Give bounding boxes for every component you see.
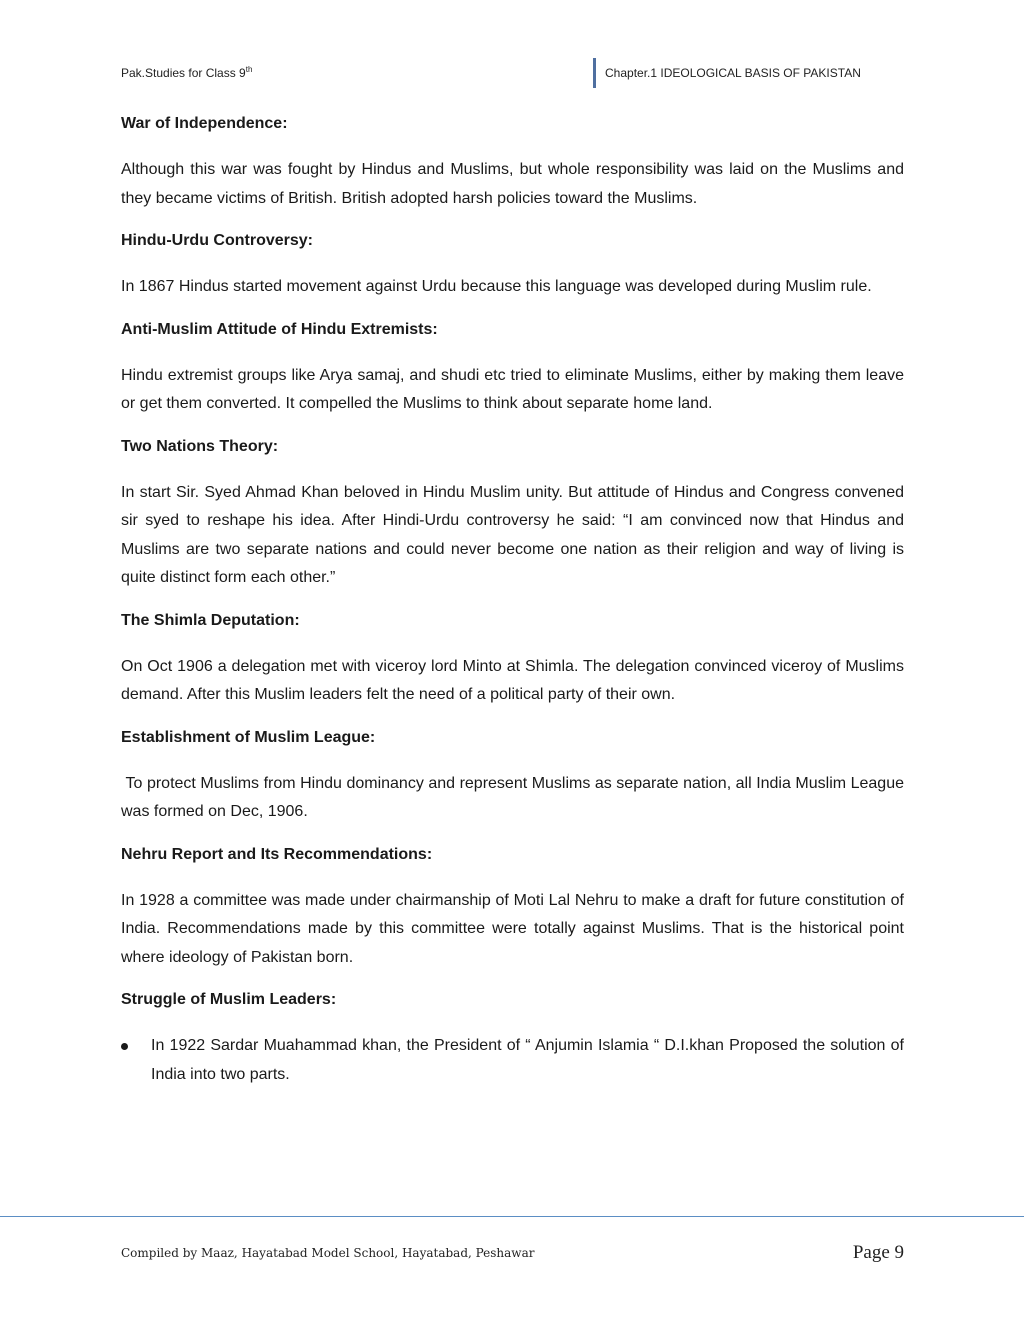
list-item-text: In 1922 Sardar Muahammad khan, the President of “ Anjumin Islamia “ D.I.khan Proposed the solution of India into two parts. — [151, 1037, 904, 1083]
header-chapter-title: Chapter.1 IDEOLOGICAL BASIS OF PAKISTAN — [605, 66, 861, 80]
section-paragraph: Hindu extremist groups like Arya samaj, and shudi etc tried to eliminate Muslims, either by making them leave or get them converted. It compelled the Muslims to think about separate home land. — [121, 366, 904, 412]
section-heading: Nehru Report and Its Recommendations: — [121, 845, 433, 863]
header-divider-bar — [593, 58, 596, 88]
section-anti-muslim-attitude — [121, 318, 904, 419]
section-heading: Hindu-Urdu Controversy: — [121, 232, 313, 249]
list-item — [121, 1032, 904, 1089]
section-struggle-muslim-leaders — [121, 988, 904, 1089]
bullet-list — [121, 1032, 904, 1089]
page-number: Page 9 — [852, 1242, 904, 1263]
section-heading: Struggle of Muslim Leaders: — [121, 991, 337, 1008]
section-war-of-independence — [121, 112, 904, 213]
footer-divider — [0, 1216, 1024, 1217]
header-course-text: Pak.Studies for Class 9 — [121, 66, 246, 80]
section-heading: The Shimla Deputation: — [121, 611, 300, 629]
section-two-nations-theory — [121, 435, 904, 593]
section-shimla-deputation — [121, 609, 904, 710]
document-body — [121, 112, 909, 1089]
bullet-icon — [121, 1043, 128, 1050]
section-paragraph: In 1928 a committee was made under chairmanship of Moti Lal Nehru to make a draft for future constitution of India. Recommendations made by this committee were totally against Muslims. That is the historical point where ideology of Pakistan born. — [121, 891, 904, 966]
section-paragraph: Although this war was fought by Hindus and Muslims, but whole responsibility was laid on the Muslims and they became victims of British. British adopted harsh policies toward the Muslims. — [121, 161, 904, 207]
section-heading: War of Independence: — [121, 115, 288, 132]
section-paragraph: In start Sir. Syed Ahmad Khan beloved in Hindu Muslim unity. But attitude of Hindus and Congress convened sir syed to reshape his idea. After Hindi-Urdu controversy he said: “I am convinced now that Hindus and Muslims are two separate nations and could never become one nation as their religion and way of living is quite distinct form each other.” — [121, 483, 904, 586]
section-nehru-report — [121, 843, 904, 973]
section-paragraph: To protect Muslims from Hindu dominancy and represent Muslims as separate nation, all India Muslim League was formed on Dec, 1906. — [121, 774, 909, 820]
header-course-superscript: th — [245, 65, 253, 74]
section-heading: Establishment of Muslim League: — [121, 728, 376, 746]
header-course-title — [121, 66, 252, 80]
section-heading: Anti-Muslim Attitude of Hindu Extremists: — [121, 320, 438, 338]
page-header — [121, 58, 904, 88]
footer-credit: Compiled by Maaz, Hayatabad Model School, Hayatabad, Peshawar — [121, 1246, 535, 1260]
section-hindu-urdu-controversy — [121, 229, 904, 302]
section-paragraph: In 1867 Hindus started movement against Urdu because this language was developed during Muslim rule. — [121, 278, 872, 295]
section-heading: Two Nations Theory: — [121, 437, 279, 455]
section-paragraph: On Oct 1906 a delegation met with viceroy lord Minto at Shimla. The delegation convinced viceroy of Muslims demand. After this Muslim leaders felt the need of a political party of their own. — [121, 657, 904, 703]
section-establishment-muslim-league — [121, 726, 909, 827]
